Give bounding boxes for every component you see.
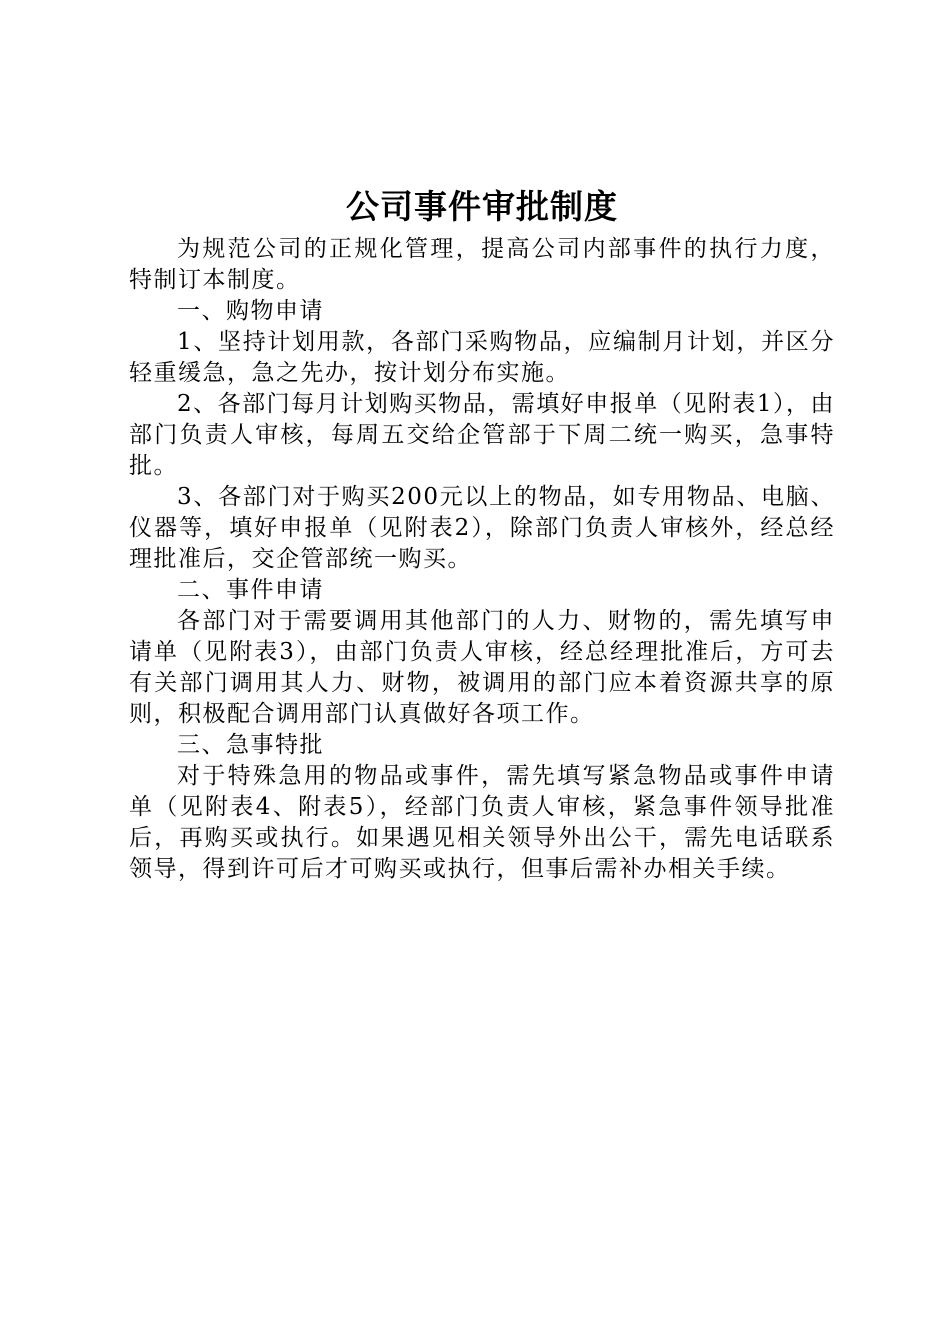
document-body [129,234,835,885]
urgent-paragraph: 对于特殊急用的物品或事件，需先填写紧急物品或事件申请单（见附表4、附表5），经部门负责人审核，紧急事件领导批准后，再购买或执行。如果遇见相关领导外出公干，需先电话联系领导，得到许可后才可购买或执行，但事后需补办相关手续。 [129,763,835,882]
document-page [129,180,835,885]
purchase-item-2: 2、各部门每月计划购买物品，需填好申报单（见附表1），由部门负责人审核，每周五交给企管部于下周二统一购买，急事特批。 [129,391,835,479]
section-heading-purchase: 一、购物申请 [177,298,324,324]
purchase-item-1: 1、坚持计划用款，各部门采购物品，应编制月计划，并区分轻重缓急，急之先办，按计划分布实施。 [129,329,835,386]
event-paragraph: 各部门对于需要调用其他部门的人力、财物的，需先填写申请单（见附表3），由部门负责人审核，经总经理批准后，方可去有关部门调用其人力、财物，被调用的部门应本着资源共享的原则，积极配合调用部门认真做好各项工作。 [129,608,835,727]
section-heading-urgent: 三、急事特批 [177,732,324,758]
document-title: 公司事件审批制度 [346,187,618,226]
purchase-item-3: 3、各部门对于购买200元以上的物品，如专用物品、电脑、仪器等，填好申报单（见附表2），除部门负责人审核外，经总经理批准后，交企管部统一购买。 [129,484,835,572]
intro-paragraph: 为规范公司的正规化管理，提高公司内部事件的执行力度，特制订本制度。 [129,236,835,293]
section-heading-event: 二、事件申请 [177,577,324,603]
